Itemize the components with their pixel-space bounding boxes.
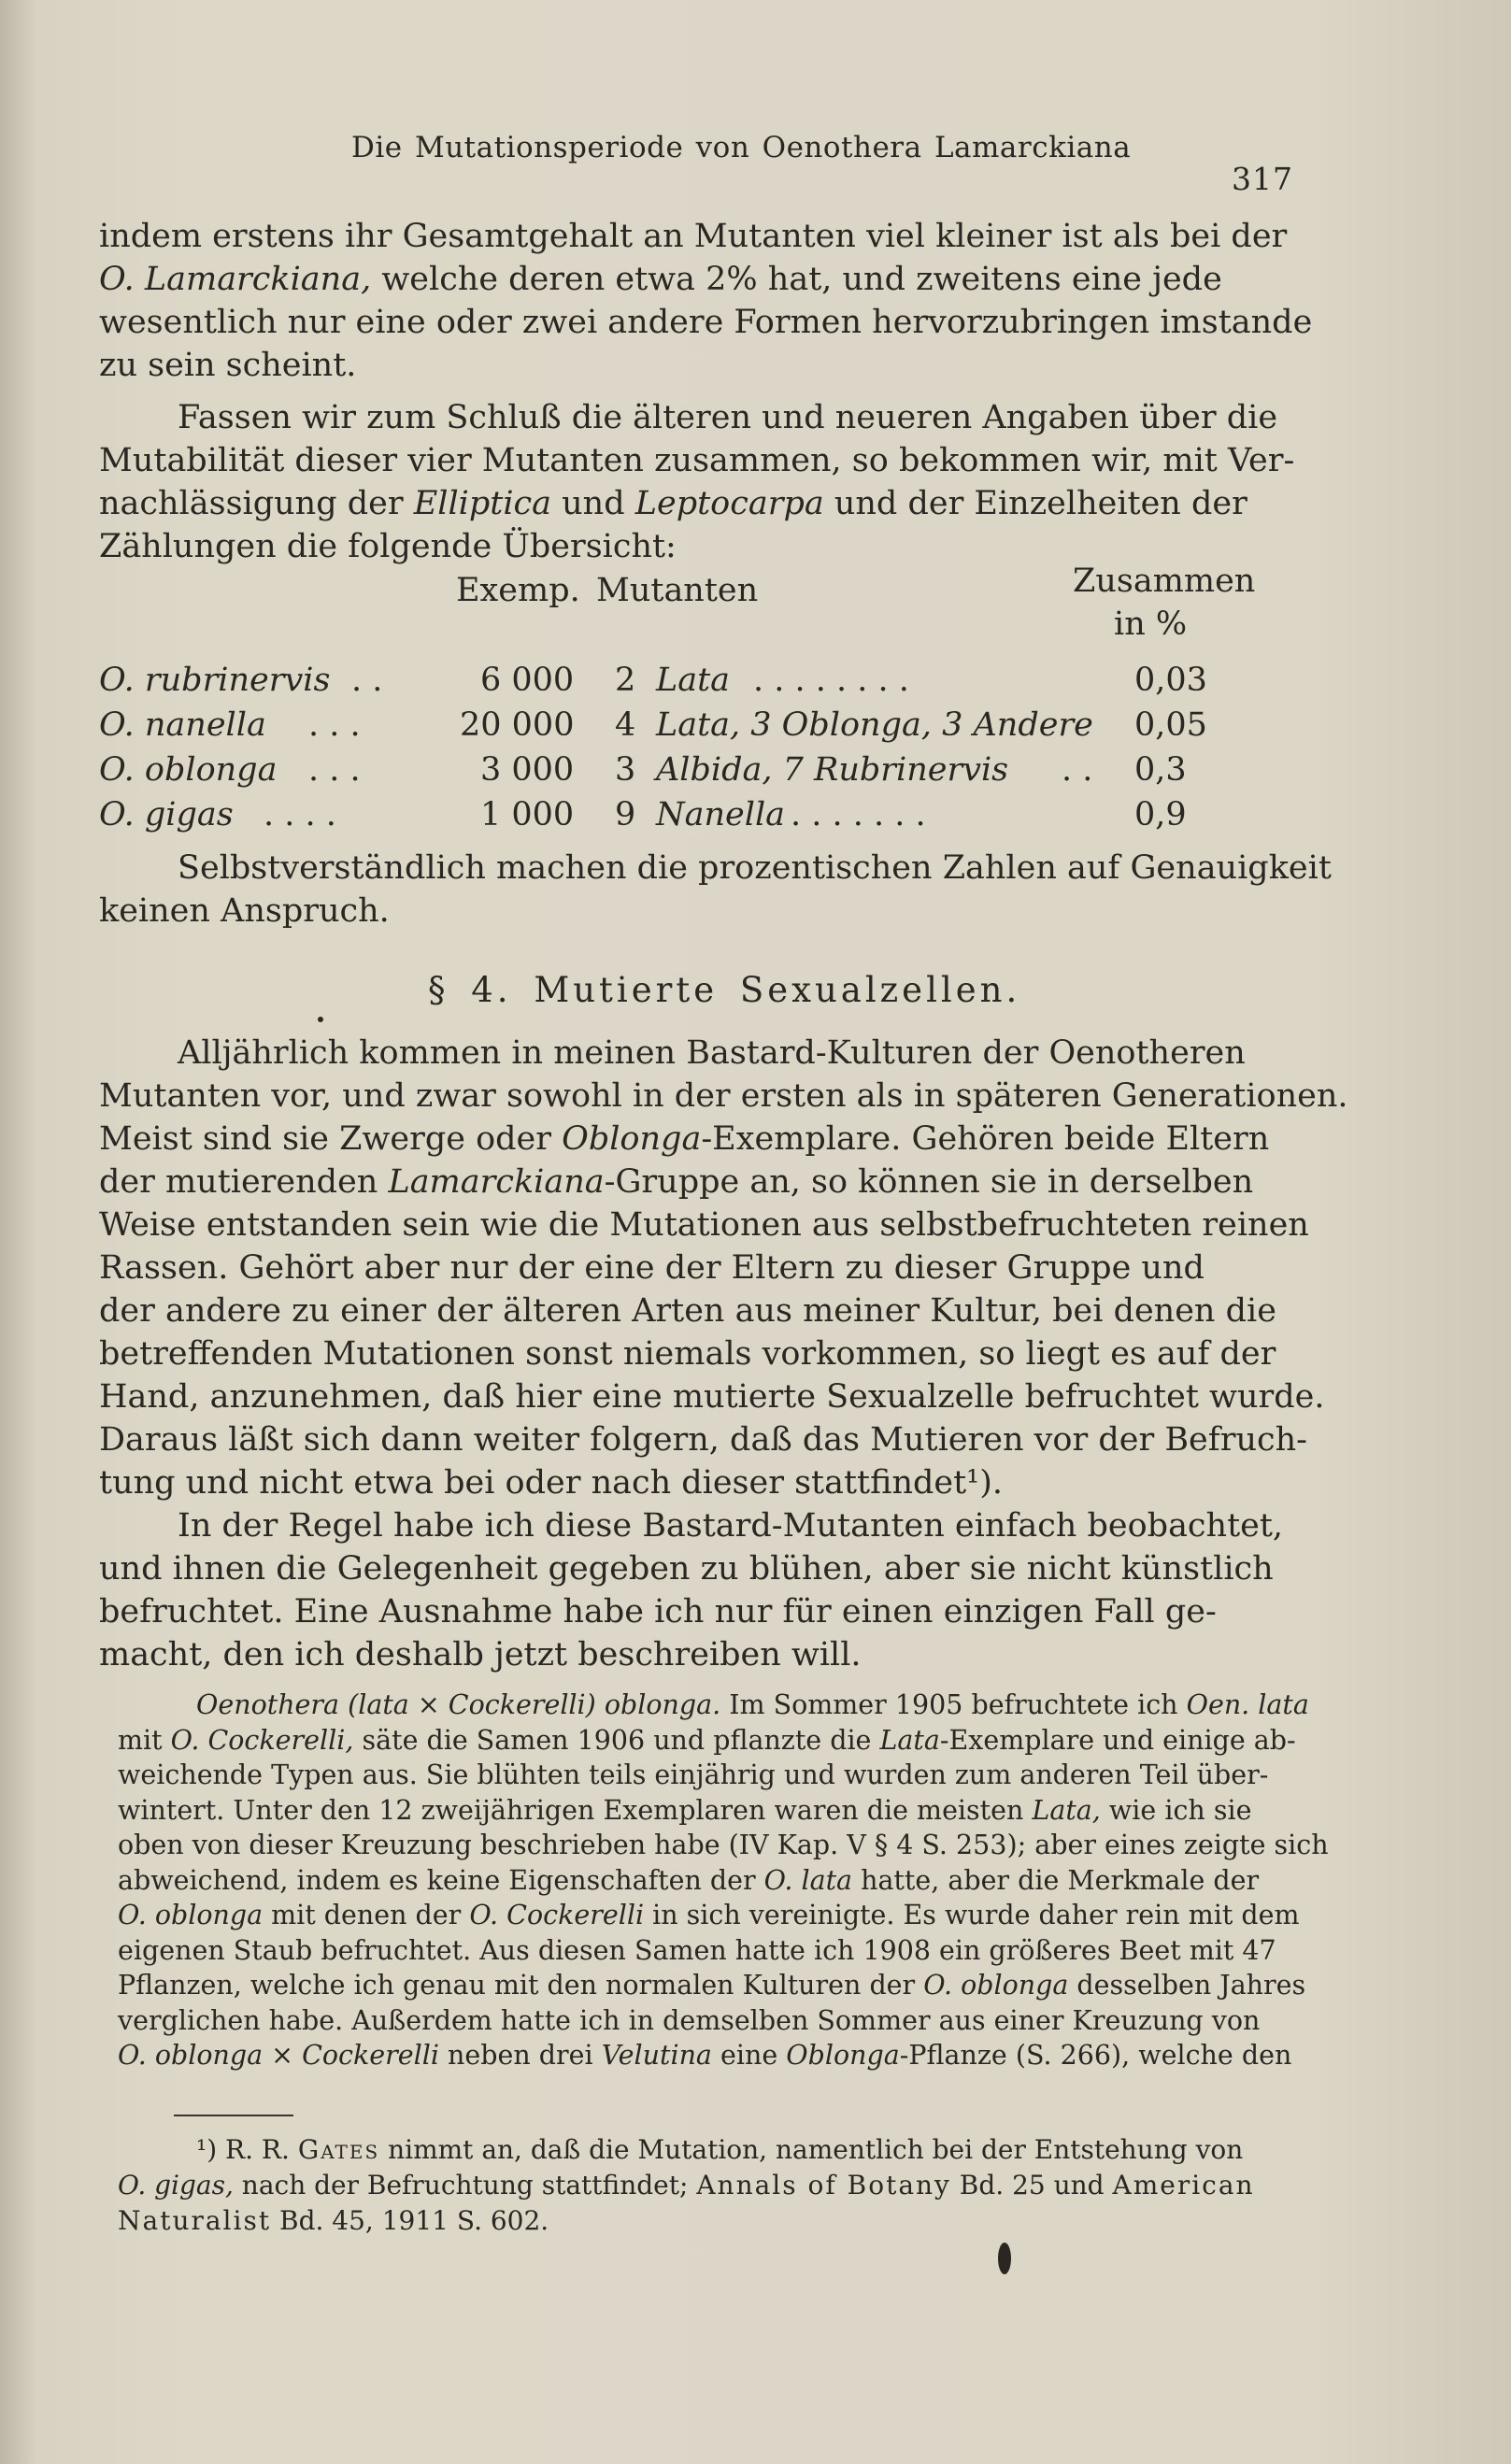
text-run: mit denen der	[263, 1900, 470, 1930]
text-line: wesentlich nur eine oder zwei andere Formen hervorzubringen imstande	[99, 304, 1313, 341]
exemp-count: 6 000	[480, 662, 575, 699]
text-run: nachlässigung der	[99, 485, 414, 522]
paragraph-3	[99, 847, 1332, 933]
species-name: O. rubrinervis	[99, 662, 331, 699]
italic-term: Lamarckiana	[388, 1163, 605, 1201]
text-run: Pflanzen, welche ich genau mit den normalen Kulturen der	[118, 1970, 924, 2001]
text-line	[118, 1688, 1309, 1723]
text-line: keinen Anspruch.	[99, 892, 390, 930]
italic-term: O. Cockerelli	[469, 1900, 645, 1930]
italic-term: O. oblonga	[118, 1900, 264, 1930]
leader-dots: . . . .	[264, 796, 336, 833]
mutant-count: 3	[615, 751, 636, 789]
exemp-count: 1 000	[480, 796, 575, 833]
text-run: Bd. 45, 1911 S. 602.	[271, 2205, 549, 2236]
leader-dots: . . .	[308, 706, 361, 744]
mutant-names: Nanella	[656, 796, 786, 833]
column-header-exemp: Exemp.	[456, 572, 580, 609]
text-run: -Exemplare und einige ab-	[939, 1724, 1296, 1756]
page-number: 317	[1232, 161, 1293, 197]
text-line	[118, 2168, 1303, 2203]
paragraph-1	[99, 215, 1313, 387]
italic-term: Lata,	[1032, 1794, 1101, 1826]
percent-value: 0,05	[1134, 706, 1207, 744]
text-line: Hand, anzunehmen, daß hier eine mutierte Sexualzelle befruchtet wurde.	[99, 1378, 1325, 1416]
exemp-count: 3 000	[480, 751, 575, 789]
table-row	[99, 796, 1295, 839]
text-run: wie ich sie	[1100, 1794, 1252, 1826]
text-run: nimmt an, daß die Mutation, namentlich bei der Entstehung von	[379, 2134, 1244, 2165]
text-line: weichende Typen aus. Sie blühten teils einjährig und wurden zum anderen Teil über-	[118, 1759, 1269, 1790]
text-run: in sich vereinigte. Es wurde daher rein mit dem	[644, 1900, 1300, 1930]
text-line	[118, 1793, 1303, 1829]
species-name: O. nanella	[99, 706, 266, 744]
text-run: -Exemplare. Gehören beide Eltern	[701, 1120, 1270, 1158]
italic-term: O. Lamarckiana,	[99, 261, 372, 298]
italic-term: Leptocarpa	[634, 485, 824, 522]
italic-term: O. oblonga	[923, 1970, 1069, 2001]
footnote-rule	[174, 2115, 293, 2116]
mutant-names: Lata, 3 Oblonga, 3 Andere	[656, 706, 1093, 744]
text-line: oben von dieser Kreuzung beschrieben habe (IV Kap. V § 4 S. 253); aber eines zeigte sich	[118, 1830, 1329, 1860]
text-line	[118, 2132, 1303, 2168]
paragraph-4	[99, 1032, 1348, 1504]
text-line: der andere zu einer der älteren Arten aus meiner Kultur, bei denen die	[99, 1292, 1276, 1330]
table-row	[99, 706, 1295, 749]
running-header: Die Mutationsperiode von Oenothera Lamarckiana	[351, 131, 1132, 164]
italic-term: Oen. lata	[1186, 1689, 1309, 1720]
text-line: Rassen. Gehört aber nur der eine der Eltern zu dieser Gruppe und	[99, 1249, 1205, 1287]
italic-term: O. oblonga × Cockerelli	[118, 2040, 439, 2071]
text-line	[99, 1118, 1293, 1161]
column-header-in-percent: in %	[1114, 605, 1188, 643]
section-heading: § 4. Mutierte Sexualzellen.	[428, 970, 1021, 1010]
mutant-names: Albida, 7 Rubrinervis	[656, 751, 1009, 789]
text-line: Daraus läßt sich dann weiter folgern, daß das Mutieren vor der Befruch-	[99, 1421, 1307, 1459]
italic-term: O. lata	[763, 1864, 853, 1896]
mutant-count: 4	[615, 706, 636, 744]
text-run: hatte, aber die Merkmale der	[852, 1864, 1260, 1896]
italic-term: O. Cockerelli,	[170, 1724, 354, 1756]
journal-name: American	[1112, 2170, 1255, 2201]
text-run: und	[551, 485, 635, 522]
text-run: -Gruppe an, so können sie in derselben	[604, 1163, 1254, 1201]
text-run: Meist sind sie Zwerge oder	[99, 1120, 563, 1158]
text-run: ¹) R. R.	[196, 2134, 298, 2165]
text-line: Alljährlich kommen in meinen Bastard-Kulturen der Oenotheren	[178, 1034, 1246, 1072]
species-name: O. oblonga	[99, 751, 278, 789]
percent-value: 0,03	[1134, 662, 1207, 699]
ink-speck	[318, 1017, 323, 1022]
text-line: verglichen habe. Außerdem hatte ich in demselben Sommer aus einer Kreuzung von	[118, 2004, 1261, 2036]
footnote	[118, 2132, 1303, 2239]
journal-name: Annals of Botany	[696, 2170, 951, 2201]
text-run: desselben Jahres	[1068, 1970, 1306, 2001]
text-run: -Pflanze (S. 266), welche den	[899, 2040, 1292, 2071]
leader-dots: . . .	[308, 751, 361, 789]
text-line: tung und nicht etwa bei oder nach dieser stattfindet¹).	[99, 1464, 1003, 1502]
leader-dots: . . . . . . . .	[753, 662, 909, 699]
text-run: säte die Samen 1906 und pflanzte die	[353, 1724, 880, 1756]
table-row	[99, 751, 1295, 794]
text-line: Zählungen die folgende Übersicht:	[99, 528, 677, 565]
italic-term: Oblonga	[562, 1120, 702, 1158]
text-line: Selbstverständlich machen die prozentischen Zahlen auf Genauigkeit	[178, 849, 1332, 887]
text-line: betreffenden Mutationen sonst niemals vorkommen, so liegt es auf der	[99, 1335, 1276, 1373]
text-run: nach der Befruchtung stattfindet;	[233, 2170, 697, 2201]
column-header-mutanten: Mutanten	[596, 572, 759, 609]
text-run: Bd. 25 und	[950, 2170, 1113, 2201]
author-name: Gates	[297, 2134, 380, 2165]
small-print-block	[118, 1688, 1329, 2073]
text-line	[99, 1161, 1293, 1204]
text-line	[118, 1723, 1303, 1759]
text-run: der mutierenden	[99, 1163, 389, 1201]
text-line: Weise entstanden sein wie die Mutationen aus selbstbefruchteten reinen	[99, 1206, 1309, 1244]
leader-dots: . .	[1062, 751, 1093, 789]
text-line: zu sein scheint.	[99, 347, 357, 384]
text-run: mit	[118, 1724, 171, 1756]
text-line: und ihnen die Gelegenheit gegeben zu blühen, aber sie nicht künstlich	[99, 1550, 1274, 1588]
text-line	[118, 1968, 1306, 2003]
text-line	[118, 2203, 1303, 2239]
paragraph-2	[99, 396, 1293, 568]
species-name: O. gigas	[99, 796, 234, 833]
text-line	[99, 258, 1293, 301]
text-run: und der Einzelheiten der	[823, 485, 1247, 522]
italic-term: Elliptica	[413, 485, 551, 522]
text-line: macht, den ich deshalb jetzt beschreiben will.	[99, 1636, 862, 1674]
text-line: befruchtet. Eine Ausnahme habe ich nur für einen einzigen Fall ge-	[99, 1593, 1217, 1631]
column-header-zusammen: Zusammen	[1073, 563, 1256, 600]
text-line: Mutanten vor, und zwar sowohl in der ersten als in späteren Generationen.	[99, 1077, 1348, 1115]
exemp-count: 20 000	[460, 706, 575, 744]
italic-term: Oblonga	[786, 2040, 900, 2071]
text-line	[118, 1898, 1303, 1933]
text-line	[118, 2038, 1303, 2073]
percent-value: 0,9	[1134, 796, 1187, 833]
journal-name: Naturalist	[118, 2205, 272, 2236]
text-line	[99, 482, 1293, 525]
mutant-count: 2	[615, 662, 636, 699]
leader-dots: . .	[351, 662, 383, 699]
table-row	[99, 662, 1295, 705]
italic-term: Oenothera (lata × Cockerelli) oblonga.	[196, 1689, 721, 1720]
paragraph-5	[99, 1504, 1293, 1676]
text-run: welche deren etwa 2% hat, und zweitens eine jede	[371, 261, 1222, 298]
italic-term: O. gigas,	[118, 2170, 234, 2201]
italic-term: Lata	[879, 1724, 940, 1756]
mutant-names: Lata	[656, 662, 731, 699]
ink-blot	[998, 2243, 1011, 2274]
text-line: Fassen wir zum Schluß die älteren und neueren Angaben über die	[178, 399, 1278, 436]
text-run: wintert. Unter den 12 zweijährigen Exemplaren waren die meisten	[118, 1794, 1033, 1826]
text-line: In der Regel habe ich diese Bastard-Mutanten einfach beobachtet,	[178, 1507, 1284, 1545]
text-run: eine	[711, 2040, 787, 2071]
leader-dots: . . . . . . .	[791, 796, 926, 833]
text-line	[118, 1863, 1303, 1899]
italic-term: Velutina	[601, 2040, 712, 2071]
mutant-count: 9	[615, 796, 636, 833]
text-line: indem erstens ihr Gesamtgehalt an Mutanten viel kleiner ist als bei der	[99, 218, 1288, 255]
text-run: neben drei	[438, 2040, 602, 2071]
text-run: Im Sommer 1905 befruchtete ich	[720, 1689, 1187, 1720]
percent-value: 0,3	[1134, 751, 1187, 789]
text-line: eigenen Staub befruchtet. Aus diesen Samen hatte ich 1908 ein größeres Beet mit 47	[118, 1934, 1276, 1966]
text-line: Mutabilität dieser vier Mutanten zusammen, so bekommen wir, mit Ver-	[99, 442, 1295, 479]
text-run: abweichend, indem es keine Eigenschaften der	[118, 1864, 764, 1896]
